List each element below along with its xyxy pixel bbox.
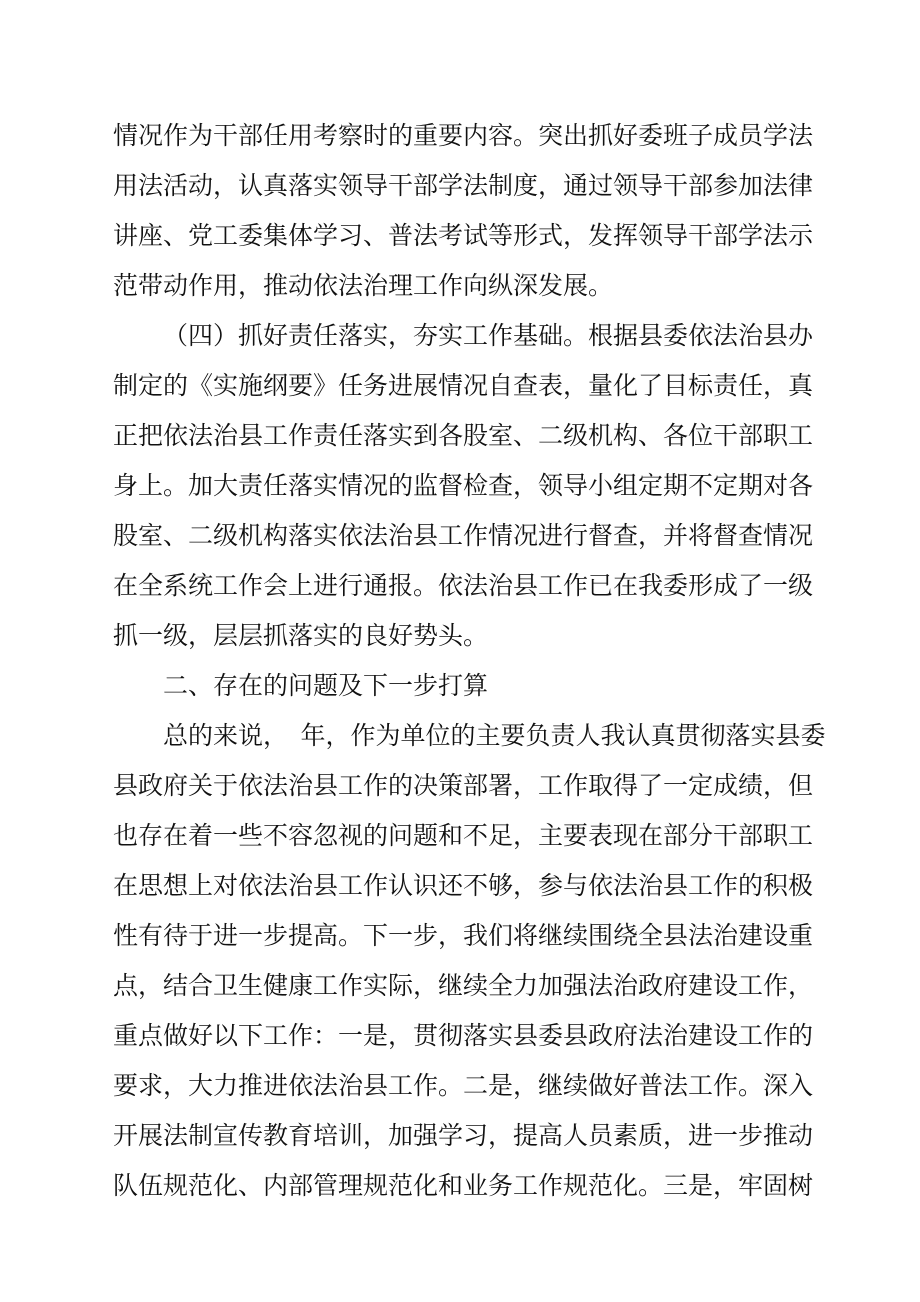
paragraph-line: 开展法制宣传教育培训，加强学习，提高人员素质，进一步推动: [113, 1121, 814, 1150]
paragraph-line: 用法活动，认真落实领导干部学法制度，通过领导干部参加法律: [113, 171, 814, 200]
paragraph-line: 讲座、党工委集体学习、普法考试等形式，发挥领导干部学法示: [113, 221, 814, 250]
paragraph-line: 重点做好以下工作：一是，贯彻落实县委县政府法治建设工作的: [113, 1021, 814, 1050]
paragraph-line: 股室、二级机构落实依法治县工作情况进行督查，并将督查情况: [113, 521, 814, 550]
paragraph-line: 总的来说， 年，作为单位的主要负责人我认真贯彻落实县委: [163, 721, 826, 750]
paragraph-line: 正把依法治县工作责任落实到各股室、二级机构、各位干部职工: [113, 421, 814, 450]
paragraph-line: 要求，大力推进依法治县工作。二是，继续做好普法工作。深入: [113, 1071, 814, 1100]
paragraph-line: 点，结合卫生健康工作实际，继续全力加强法治政府建设工作，: [113, 971, 814, 1000]
paragraph-line: （四）抓好责任落实，夯实工作基础。根据县委依法治县办: [163, 321, 814, 350]
paragraph-line: 性有待于进一步提高。下一步，我们将继续围绕全县法治建设重: [113, 921, 814, 950]
paragraph-line: 县政府关于依法治县工作的决策部署，工作取得了一定成绩，但: [113, 771, 814, 800]
paragraph-line: 队伍规范化、内部管理规范化和业务工作规范化。三是，牢固树: [113, 1171, 814, 1200]
paragraph-line: 范带动作用，推动依法治理工作向纵深发展。: [113, 271, 614, 300]
paragraph-line: 也存在着一些不容忽视的问题和不足，主要表现在部分干部职工: [113, 821, 814, 850]
paragraph-line: 在全系统工作会上进行通报。依法治县工作已在我委形成了一级: [113, 571, 814, 600]
paragraph-line: 情况作为干部任用考察时的重要内容。突出抓好委班子成员学法: [113, 121, 814, 150]
paragraph-line: 身上。加大责任落实情况的监督检查，领导小组定期不定期对各: [113, 471, 814, 500]
paragraph-line: 抓一级，层层抓落实的良好势头。: [113, 621, 489, 650]
section-heading: 二、存在的问题及下一步打算: [163, 671, 489, 700]
paragraph-line: 制定的《实施纲要》任务进展情况自查表，量化了目标责任，真: [113, 371, 814, 400]
paragraph-line: 在思想上对依法治县工作认识还不够，参与依法治县工作的积极: [113, 871, 814, 900]
